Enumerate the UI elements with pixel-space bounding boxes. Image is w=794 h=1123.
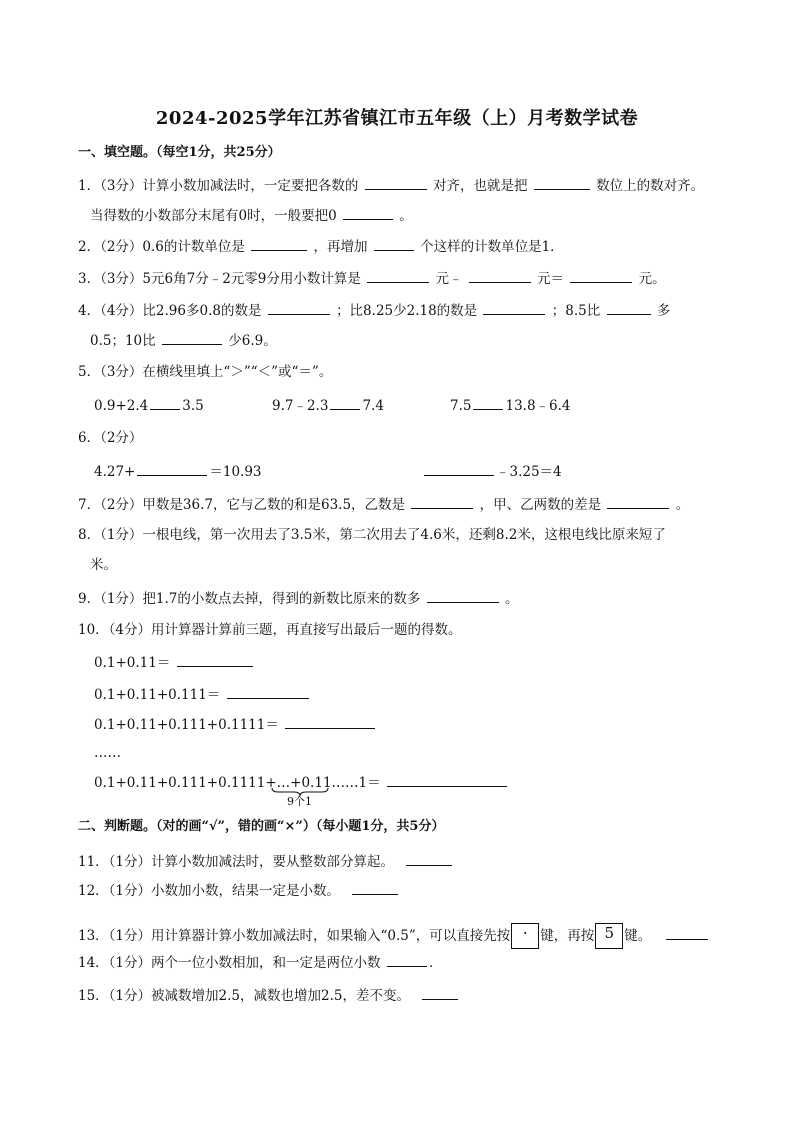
q7-text-b: ，甲、乙两数的差是 bbox=[479, 497, 602, 513]
question-11 bbox=[78, 851, 454, 872]
answer-blank[interactable] bbox=[411, 494, 473, 509]
q5-expr: 7.4 bbox=[362, 398, 384, 414]
q13-text-a: 13．（1分）用计算器计算小数加减法时，如果输入“0.5”，可以直接先按 bbox=[78, 928, 511, 944]
question-2 bbox=[78, 236, 564, 257]
q5-expr: 7.5 bbox=[450, 398, 472, 414]
answer-blank[interactable] bbox=[534, 175, 590, 190]
answer-blank[interactable] bbox=[406, 851, 452, 866]
answer-blank[interactable] bbox=[330, 395, 360, 410]
q10-ellipsis: …… bbox=[94, 745, 121, 761]
answer-blank[interactable] bbox=[570, 268, 632, 283]
q9-text-a: 9．（1分）把1.7的小数点去掉，得到的新数比原来的数多 bbox=[78, 591, 421, 607]
q4-text-a: 4．（4分）比2.96多0.8的数是 bbox=[78, 303, 262, 319]
q1-text-e: 。 bbox=[399, 208, 413, 224]
q2-text-b: ，再增加 bbox=[313, 239, 368, 255]
question-6: 6．（2分） bbox=[78, 430, 143, 446]
q13-text-b: 键，再按 bbox=[540, 928, 595, 944]
question-3 bbox=[78, 268, 666, 289]
answer-blank[interactable] bbox=[285, 714, 375, 729]
question-1 bbox=[78, 175, 704, 196]
q10-expr: 0.1+0.11＝ bbox=[94, 655, 171, 671]
section-1-heading: 一、填空题。（每空1分，共25分） bbox=[78, 145, 281, 160]
q1-text-a: 1．（3分）计算小数加减法时，一定要把各数的 bbox=[78, 178, 359, 194]
q5-expr: 9.7﹣2.3 bbox=[272, 398, 329, 414]
q6-expr: ﹣3.25＝4 bbox=[496, 464, 562, 480]
q4-text-b: ；比8.25少2.18的数是 bbox=[336, 303, 478, 319]
q10-item-3 bbox=[94, 714, 377, 735]
q4-text-f: 少6.9。 bbox=[228, 333, 277, 349]
q10-item-1 bbox=[94, 652, 255, 673]
q2-text-a: 2．（2分）0.6的计数单位是 bbox=[78, 239, 245, 255]
answer-blank[interactable] bbox=[607, 494, 669, 509]
q2-text-c: 个这样的计数单位是1． bbox=[420, 239, 564, 255]
q5-item-3 bbox=[450, 395, 571, 416]
answer-blank[interactable] bbox=[427, 588, 499, 603]
answer-blank[interactable] bbox=[162, 330, 222, 345]
answer-blank[interactable] bbox=[367, 268, 429, 283]
q3-text-d: 元。 bbox=[638, 271, 666, 287]
q10-expr: 0.1+0.11+0.111＝ bbox=[94, 687, 221, 703]
answer-blank[interactable] bbox=[268, 300, 330, 315]
q12-text: 12．（1分）小数加小数，结果一定是小数。 bbox=[78, 883, 341, 899]
q14-text-a: 14．（1分）两个一位小数相加，和一定是两位小数 bbox=[78, 955, 381, 971]
question-9 bbox=[78, 588, 519, 609]
answer-blank[interactable] bbox=[251, 236, 307, 251]
q10-item-2 bbox=[94, 684, 311, 705]
q3-text-b: 元﹣ bbox=[435, 271, 463, 287]
q10-expr: 0.1+0.11+0.111+0.1111＝ bbox=[94, 717, 279, 733]
q3-text-a: 3．（3分）5元6角7分﹣2元零9分用小数计算是 bbox=[78, 271, 361, 287]
answer-blank[interactable] bbox=[227, 684, 309, 699]
answer-blank[interactable] bbox=[607, 300, 651, 315]
question-1-cont bbox=[90, 205, 413, 226]
q1-text-c: 数位上的数对齐。 bbox=[596, 178, 705, 194]
answer-blank[interactable] bbox=[352, 880, 398, 895]
answer-blank[interactable] bbox=[483, 300, 545, 315]
question-4-cont bbox=[90, 330, 277, 351]
q15-text: 15．（1分）被减数增加2.5，减数也增加2.5，差不变。 bbox=[78, 988, 410, 1004]
q4-text-e: 0.5；10比 bbox=[90, 333, 156, 349]
answer-blank[interactable] bbox=[473, 395, 503, 410]
q5-item-2 bbox=[272, 395, 384, 416]
q10-expr: ＝ bbox=[367, 775, 381, 791]
answer-blank[interactable] bbox=[422, 985, 458, 1000]
q6-expr: 4.27+ bbox=[94, 464, 136, 480]
answer-blank[interactable] bbox=[137, 461, 207, 476]
q4-text-d: 多 bbox=[656, 303, 671, 319]
underbrace-label: 9个1 bbox=[287, 795, 312, 808]
question-15 bbox=[78, 985, 460, 1006]
question-10: 10．（4分）用计算器计算前三题，再直接写出最后一题的得数。 bbox=[78, 622, 462, 638]
q11-text: 11．（1分）计算小数加减法时，要从整数部分算起。 bbox=[78, 854, 395, 870]
question-12 bbox=[78, 880, 400, 901]
answer-blank[interactable] bbox=[666, 925, 708, 940]
answer-blank[interactable] bbox=[177, 652, 253, 667]
q5-expr: 0.9+2.4 bbox=[94, 398, 149, 414]
q3-text-c: 元＝ bbox=[537, 271, 565, 287]
q14-text-b: ． bbox=[428, 955, 443, 971]
answer-blank[interactable] bbox=[424, 461, 494, 476]
question-8-cont: 米。 bbox=[90, 557, 117, 573]
q10-repeated-ones: 11……1 bbox=[314, 775, 368, 791]
answer-blank[interactable] bbox=[387, 952, 427, 967]
answer-blank[interactable] bbox=[150, 395, 180, 410]
number-5-key-icon: 5 bbox=[595, 923, 623, 949]
question-5: 5．（3分）在横线里填上“＞”“＜”或“＝”。 bbox=[78, 364, 333, 380]
q7-text-a: 7．（2分）甲数是36.7，它与乙数的和是63.5，乙数是 bbox=[78, 497, 406, 513]
page-title: 2024-2025学年江苏省镇江市五年级（上）月考数学试卷 bbox=[155, 108, 639, 129]
q5-item-1 bbox=[94, 395, 204, 416]
q5-expr: 3.5 bbox=[182, 398, 204, 414]
answer-blank[interactable] bbox=[374, 236, 414, 251]
q9-text-b: 。 bbox=[505, 591, 519, 607]
answer-blank[interactable] bbox=[365, 175, 427, 190]
q1-text-b: 对齐，也就是把 bbox=[433, 178, 528, 194]
q1-text-d: 当得数的小数部分末尾有0时，一般要把0 bbox=[90, 208, 337, 224]
decimal-point-key-icon: · bbox=[511, 923, 539, 949]
q6-item-2 bbox=[422, 461, 562, 482]
q7-text-c: 。 bbox=[675, 497, 690, 513]
answer-blank[interactable] bbox=[343, 205, 393, 220]
section-2-heading: 二、判断题。（对的画“√”，错的画“×”）（每小题1分，共5分） bbox=[78, 819, 445, 834]
question-14 bbox=[78, 952, 442, 973]
question-7 bbox=[78, 494, 689, 515]
answer-blank[interactable] bbox=[387, 772, 507, 787]
q4-text-c: ；8.5比 bbox=[551, 303, 601, 319]
q6-expr: ＝10.93 bbox=[209, 464, 262, 480]
question-4 bbox=[78, 300, 670, 321]
q5-expr: 13.8﹣6.4 bbox=[505, 398, 571, 414]
question-8: 8．（1分）一根电线，第一次用去了3.5米，第二次用去了4.6米，还剩8.2米，这根电线比原来短了 bbox=[78, 527, 666, 543]
answer-blank[interactable] bbox=[469, 268, 531, 283]
q6-item-1 bbox=[94, 461, 262, 482]
q13-text-c: 键。 bbox=[624, 928, 652, 944]
q10-expr: 0.1+0.11+0.111+0.1111+…+0. bbox=[94, 775, 315, 791]
